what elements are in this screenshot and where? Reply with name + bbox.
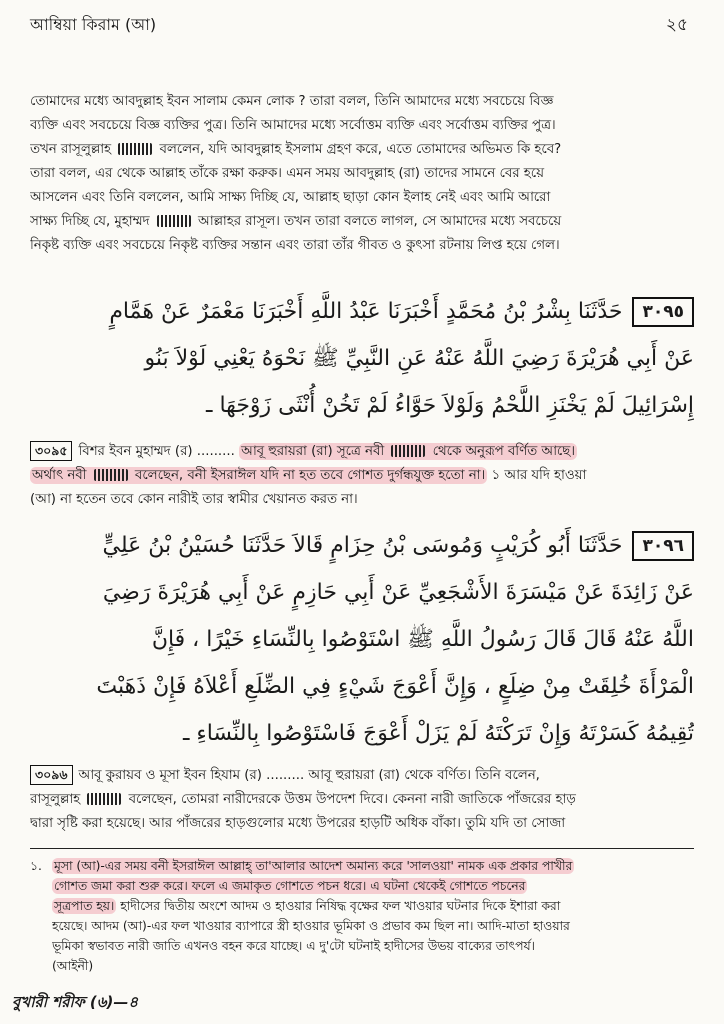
salawat-symbol-icon: [157, 215, 191, 227]
chapter-title: আম্বিয়া কিরাম (আ): [30, 15, 157, 34]
footnote-line: [52, 916, 694, 936]
hadith-number-box: ٣٠٩٥: [632, 297, 694, 327]
text-line: সাক্ষ্য দিচ্ছি যে, মুহাম্মদ আল্লাহর রাসূল। তখন তারা বলতে লাগল, সে আমাদের মধ্যে সবচেয়ে: [30, 214, 562, 229]
footnote-text: [52, 856, 694, 976]
arabic-line: إِسْرَائِيلَ لَمْ يَخْنَزِ اللَّحْمُ وَلَوْلاَ حَوَّاءُ لَمْ تَخُنْ أُنْثَى زَوْجَهَا ـ: [206, 393, 694, 418]
text-segment: (আইনী): [52, 959, 94, 973]
text-segment: বিশর ইবন মুহাম্মদ (র) .........: [78, 444, 235, 459]
hadith-number-box: ٣٠٩٦: [632, 531, 694, 561]
text-line: [30, 812, 694, 836]
text-segment: রাসূলুল্লাহ বলেছেন, তোমরা নারীদেরকে উত্তম উপদেশ দিবে। কেননা নারী জাতিকে পাঁজরের হাড়: [30, 792, 576, 807]
text-segment: (আ) না হতেন তবে কোন নারীই তার স্বামীর খেয়ানত করত না।: [30, 492, 358, 507]
page-signature: বুখারী শরীফ (৬)—৪: [12, 993, 139, 1011]
text-segment: হয়েছে। আদম (আ)-এর ফল খাওয়ার ব্যাপারে স্ত্রী হাওয়ার ভূমিকা ও প্রভাব কম ছিল না। আদি-মাতা হাওয়ার: [52, 919, 570, 933]
text-line: আসলেন এবং তিনি বললেন, আমি সাক্ষ্য দিচ্ছি যে, আল্লাহ ছাড়া কোন ইলাহ নেই এবং আমি আরো: [30, 190, 551, 205]
footnote-line: [52, 896, 694, 916]
footnote-line: [52, 936, 694, 956]
page-number: ২৫: [665, 15, 688, 35]
hadith-3096-arabic: [30, 522, 694, 757]
text-line: [30, 440, 694, 464]
salawat-symbol-icon: [94, 469, 128, 481]
page-header: [30, 12, 688, 38]
hadith-number-box: ৩০৯৬: [30, 765, 73, 785]
arabic-line: عَنْ زَائِدَةَ عَنْ مَيْسَرَةَ الأَشْجَعِيِّ عَنْ أَبِي حَازِمٍ عَنْ أَبِي هُرَيْرَةَ رَضِيَ: [102, 580, 694, 605]
footnote-line: [52, 956, 694, 976]
salawat-symbol-icon: [391, 445, 425, 457]
text-line: তোমাদের মধ্যে আবদুল্লাহ ইবন সালাম কেমন লোক ? তারা বলল, তিনি আমাদের মধ্যে সবচেয়ে বিজ্ঞ: [30, 94, 554, 109]
footnote-marker: ১.: [30, 859, 42, 873]
highlighted-text: অর্থাৎ নবী বলেছেন, বনী ইসরাঈল যদি না হত তবে গোশত দুর্গন্ধযুক্ত হতো না।: [32, 468, 486, 483]
text-segment: ভূমিকা স্বভাবত নারী জাতি এখনও বহন করে যাচ্ছে। এ দু'টো ঘটনাই হাদীসের উভয় বাক্যের তাৎপর্য।: [52, 939, 535, 953]
hadith-3095-arabic: [30, 288, 694, 429]
footnote-divider: [30, 848, 694, 849]
arabic-line: ٣٠٩٥حَدَّثَنَا بِشْرُ بْنُ مُحَمَّدٍ أَخْبَرَنَا عَبْدُ اللَّهِ أَخْبَرَنَا مَعْمَرٌ عَنْ هَمَّامٍ: [30, 288, 694, 335]
text-line: ব্যক্তি এবং সবচেয়ে বিজ্ঞ ব্যক্তির পুত্র। তিনি আমাদের মধ্যে সর্বোত্তম ব্যক্তি এবং সর্বোত্তম ব্যক্তির পুত্র।: [30, 118, 556, 133]
hadith-3096-bengali: [30, 764, 694, 836]
footnote-line: [52, 876, 694, 896]
salawat-symbol-icon: [118, 143, 152, 155]
text-line: [30, 488, 694, 512]
salawat-symbol-icon: [87, 793, 121, 805]
highlighted-text: গোশত জমা করা শুরু করে। ফলে এ জমাকৃত গোশতে পচন ধরে। এ ঘটনা থেকেই গোশতে পচনের: [54, 879, 526, 893]
arabic-line: اللَّهُ عَنْهُ قَالَ قَالَ رَسُولُ اللَّهِ ﷺ اسْتَوْصُوا بِالنِّسَاءِ خَيْرًا ، فَإِنَّ: [151, 627, 694, 652]
text-line: নিকৃষ্ট ব্যক্তি এবং সবচেয়ে নিকৃষ্ট ব্যক্তির সন্তান এবং তারা তাঁর গীবত ও কুৎসা রটনায় লিপ্ত হয়ে গেল।: [30, 238, 560, 253]
highlighted-text: মূসা (আ)-এর সময় বনী ইসরাঈল আল্লাহ্ তা'আলার আদেশ অমান্য করে 'সালওয়া' নামক এক প্রকার পাখীর: [54, 859, 573, 873]
highlighted-text: সূত্রপাত হয়।: [54, 899, 115, 913]
text-line: [30, 764, 694, 788]
text-line: [30, 464, 694, 488]
hadith-number-box: ৩০৯৫: [30, 441, 72, 461]
arabic-line: عَنْ أَبِي هُرَيْرَةَ رَضِيَ اللَّهُ عَنْهُ عَنِ النَّبِيِّ ﷺ نَحْوَهُ يَعْنِي لَوْلاَ بَنُو: [144, 346, 694, 371]
hadith-3095-bengali: [30, 440, 694, 512]
text-line: তারা বলল, এর থেকে আল্লাহ তাঁকে রক্ষা করুক। এমন সময় আবদুল্লাহ (রা) তাদের সামনে বের হয়ে: [30, 166, 544, 181]
text-segment: দ্বারা সৃষ্টি করা হয়েছে। আর পাঁজরের হাড়গুলোর মধ্যে উপরের হাড়টি অধিক বাঁকা। তুমি যদি তা সোজা: [30, 816, 566, 831]
intro-paragraph: [30, 90, 694, 258]
text-segment: ১ আর যদি হাওয়া: [487, 468, 587, 483]
arabic-line: تُقِيمُهُ كَسَرْتَهُ وَإِنْ تَرَكْتَهُ لَمْ يَزَلْ أَعْوَجَ فَاسْتَوْصُوا بِالنِّسَاءِ ـ: [182, 721, 694, 746]
text-line: [30, 788, 694, 812]
text-segment: হাদীসের দ্বিতীয় অংশে আদম ও হাওয়ার নিষিদ্ধ বৃক্ষের ফল খাওয়ার ঘটনার দিকে ইশারা করা: [116, 899, 561, 913]
arabic-line: ٣٠٩٦حَدَّثَنَا أَبُو كُرَيْبٍ وَمُوسَى بْنُ حِزَامٍ قَالاَ حَدَّثَنَا حُسَيْنُ بْنُ عَلِيٍّ: [30, 522, 694, 569]
footnote-line: [52, 856, 694, 876]
arabic-line: الْمَرْأَةَ خُلِقَتْ مِنْ ضِلَعٍ ، وَإِنَّ أَعْوَجَ شَيْءٍ فِي الضِّلَعِ أَعْلاَهُ فَإِنْ ذَهَبْتَ: [96, 674, 694, 699]
text-segment: আবূ কুরায়ব ও মূসা ইবন হিযাম (র) ......... আবূ হুরায়রা (রা) থেকে বর্ণিত। তিনি বলেন,: [78, 768, 540, 783]
text-line: তখন রাসূলুল্লাহ বললেন, যদি আবদুল্লাহ ইসলাম গ্রহণ করে, এতে তোমাদের অভিমত কি হবে?: [30, 142, 562, 157]
highlighted-text: আবূ হুরায়রা (রা) সূত্রে নবী থেকে অনুরূপ বর্ণিত আছে।: [241, 444, 575, 459]
